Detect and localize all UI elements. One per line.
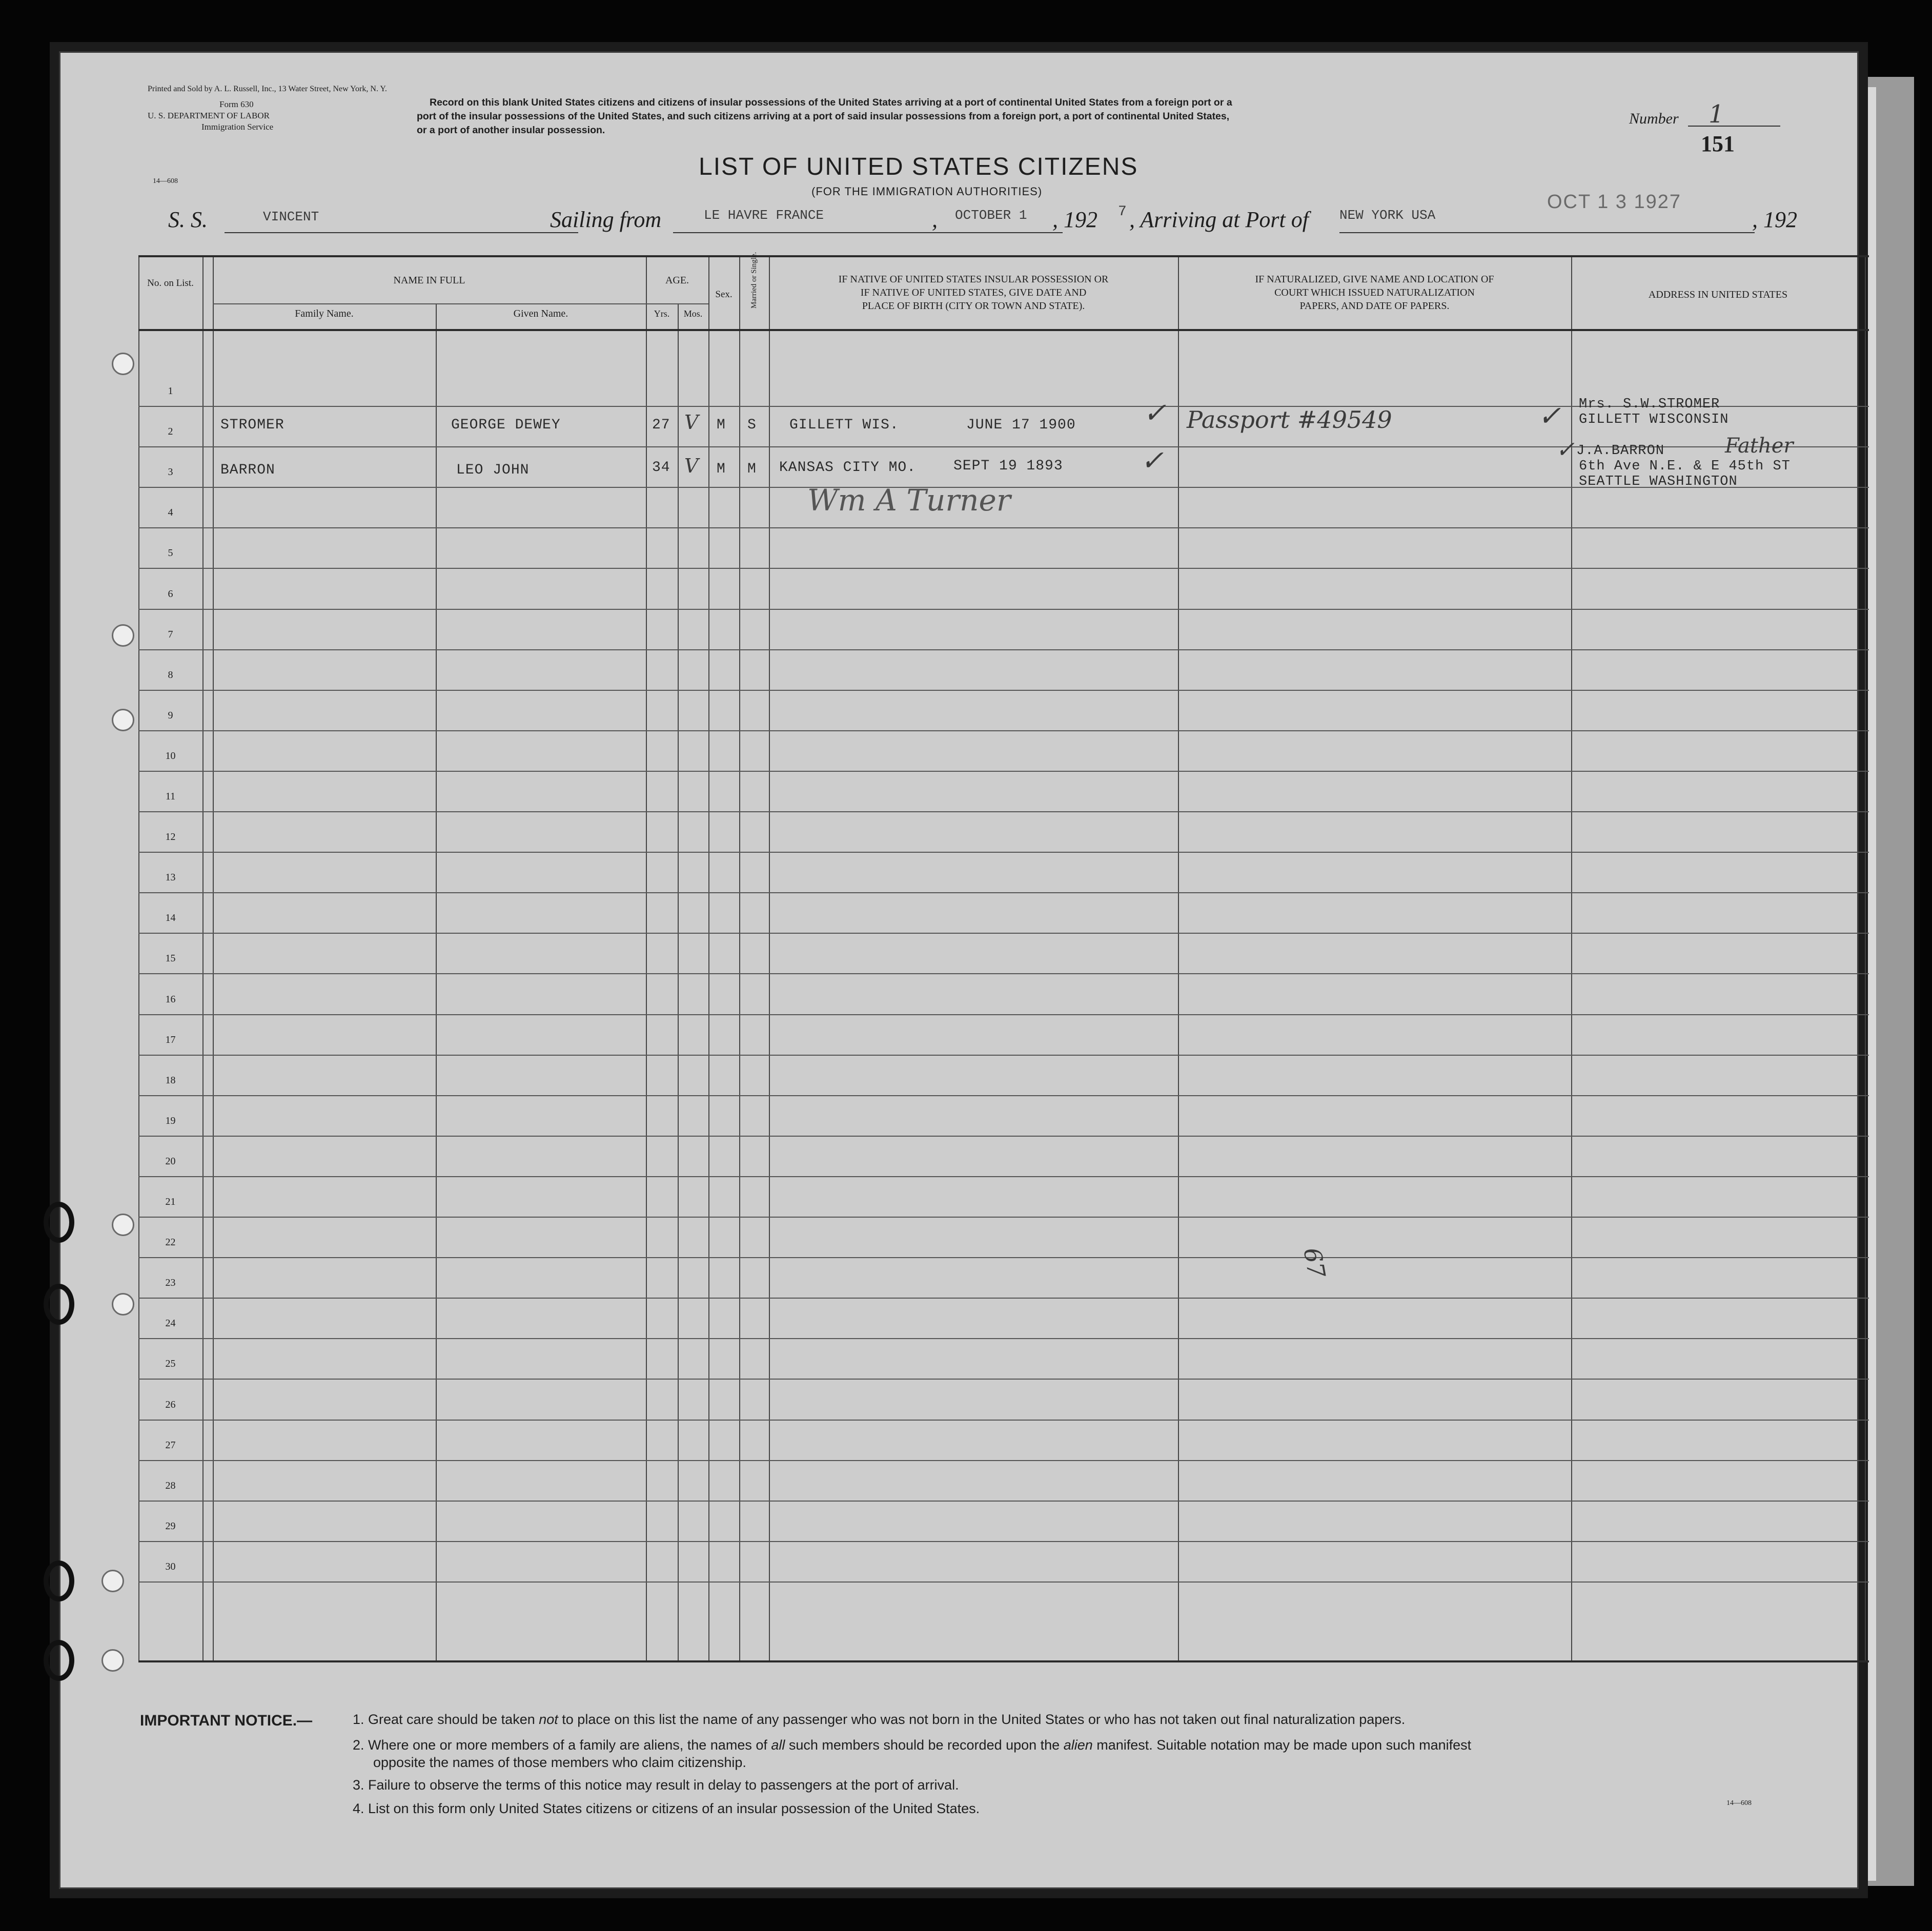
col-divider bbox=[213, 257, 214, 1660]
number-line bbox=[1688, 126, 1780, 127]
form-subtitle: (FOR THE IMMIGRATION AUTHORITIES) bbox=[811, 185, 1043, 198]
binder-hole bbox=[112, 624, 134, 647]
entry-2-birthplace: KANSAS CITY MO. bbox=[779, 460, 917, 476]
year-prefix: , 192 bbox=[1052, 207, 1097, 232]
table-row-line bbox=[138, 690, 1869, 691]
header-given-name: Given Name. bbox=[513, 308, 568, 319]
entry-2-mos: V bbox=[684, 455, 699, 477]
header-family-name: Family Name. bbox=[295, 308, 354, 319]
entry-1-birthdate: JUNE 17 1900 bbox=[966, 417, 1076, 433]
table-row-line bbox=[138, 1014, 1869, 1015]
entry-2-sex: M bbox=[717, 461, 726, 477]
table-row-line bbox=[138, 771, 1869, 772]
entry-1-given: GEORGE DEWEY bbox=[451, 417, 561, 433]
binder-hole bbox=[101, 1649, 124, 1672]
inspector-signature: Wm A Turner bbox=[807, 483, 1011, 518]
record-note-line-3: or a port of another insular possession. bbox=[417, 125, 605, 136]
table-row-line bbox=[138, 1217, 1869, 1218]
header-subdivider bbox=[646, 303, 708, 304]
ship-line bbox=[225, 232, 578, 233]
table-row-line bbox=[138, 1420, 1869, 1421]
row-number: 23 bbox=[165, 1277, 176, 1289]
table-row-line bbox=[138, 1501, 1869, 1502]
service-label: Immigration Service bbox=[201, 122, 274, 132]
row-number: 14 bbox=[165, 912, 176, 924]
table-row-line bbox=[138, 609, 1869, 610]
header-yrs: Yrs. bbox=[654, 309, 670, 319]
row-number: 4 bbox=[168, 507, 173, 519]
row-number: 27 bbox=[165, 1439, 176, 1451]
col-divider bbox=[678, 303, 679, 1660]
col-divider bbox=[769, 257, 770, 1660]
col-divider bbox=[646, 257, 647, 1660]
table-row-line bbox=[138, 649, 1869, 650]
table-row-line bbox=[138, 1541, 1869, 1542]
entry-2-address-line-1: J.A.BARRON bbox=[1576, 443, 1665, 459]
header-naturalization-line-1: IF NATURALIZED, GIVE NAME AND LOCATION OF bbox=[1255, 274, 1494, 285]
binder-ring bbox=[44, 1202, 74, 1243]
row-number: 16 bbox=[165, 993, 176, 1005]
row-number: 12 bbox=[165, 831, 176, 843]
header-birth-line-3: PLACE OF BIRTH (CITY OR TOWN AND STATE). bbox=[862, 300, 1085, 312]
entry-1-mos: V bbox=[684, 411, 699, 434]
notice-heading: IMPORTANT NOTICE.— bbox=[140, 1712, 313, 1729]
table-row-line bbox=[138, 527, 1869, 528]
row-number: 18 bbox=[165, 1074, 176, 1086]
notice-item-2-em-all: all bbox=[771, 1737, 785, 1753]
row-number: 26 bbox=[165, 1399, 176, 1410]
notice-item-1-post: to place on this list the name of any passenger who was not born in the United States or who has not taken out final naturalization papers. bbox=[558, 1712, 1406, 1727]
binder-hole bbox=[101, 1570, 124, 1592]
notice-item-2-mid: such members should be recorded upon the bbox=[785, 1737, 1064, 1753]
form-code-top: 14—608 bbox=[153, 177, 178, 185]
table-row-line bbox=[138, 1136, 1869, 1137]
header-sex: Sex. bbox=[715, 289, 733, 300]
entry-1-birthplace: GILLETT WIS. bbox=[789, 417, 899, 433]
form-code-bottom: 14—608 bbox=[1726, 1799, 1752, 1807]
departure-date: OCTOBER 1 bbox=[955, 208, 1027, 223]
row-number: 5 bbox=[168, 547, 173, 559]
notice-item-2-continued: opposite the names of those members who claim citizenship. bbox=[373, 1755, 746, 1770]
row-number: 1 bbox=[168, 385, 173, 397]
row-number: 22 bbox=[165, 1237, 176, 1248]
comma: , bbox=[932, 207, 938, 232]
row-number: 7 bbox=[168, 628, 173, 640]
row-number: 21 bbox=[165, 1196, 176, 1207]
year2: , 192 bbox=[1752, 207, 1797, 232]
notice-item-1-pre: 1. Great care should be taken bbox=[353, 1712, 539, 1727]
entry-1-sex: M bbox=[717, 417, 726, 433]
col-divider bbox=[436, 303, 437, 1660]
table-row-line bbox=[138, 1095, 1869, 1096]
printer-line: Printed and Sold by A. L. Russell, Inc., 13 Water Street, New York, N. Y. bbox=[148, 85, 387, 93]
row-number: 25 bbox=[165, 1358, 176, 1370]
table-row-line bbox=[138, 1257, 1869, 1258]
notice-item-2-post: manifest. Suitable notation may be made upon such manifest bbox=[1092, 1737, 1472, 1753]
row-number: 15 bbox=[165, 953, 176, 964]
entry-1-naturalization: Passport #49549 bbox=[1187, 406, 1392, 434]
entry-2-address-line-3: SEATTLE WASHINGTON bbox=[1579, 474, 1738, 489]
entry-1-family: STROMER bbox=[220, 417, 284, 433]
notice-item-1-em: not bbox=[539, 1712, 558, 1727]
table-row-line bbox=[138, 933, 1869, 934]
row-number: 6 bbox=[168, 588, 173, 600]
check-mark: ✓ bbox=[1141, 444, 1164, 477]
row-number: 10 bbox=[165, 750, 176, 762]
row-number: 13 bbox=[165, 872, 176, 884]
entry-2-given: LEO JOHN bbox=[456, 462, 530, 478]
entry-2-yrs: 34 bbox=[652, 460, 670, 476]
table-row-line bbox=[138, 973, 1869, 974]
year-suffix: 7 bbox=[1118, 204, 1127, 220]
header-name-in-full: NAME IN FULL bbox=[393, 275, 465, 286]
header-bottom bbox=[138, 329, 1869, 331]
entry-2-address-father: Father bbox=[1725, 434, 1794, 458]
entry-1-address-line-2: GILLETT WISCONSIN bbox=[1579, 412, 1729, 427]
entry-1-yrs: 27 bbox=[652, 417, 670, 433]
header-address: ADDRESS IN UNITED STATES bbox=[1648, 289, 1788, 300]
header-age: AGE. bbox=[665, 275, 689, 286]
row-number: 9 bbox=[168, 709, 173, 721]
header-married-single: Married or Single. bbox=[750, 252, 758, 309]
binder-hole bbox=[112, 353, 134, 375]
from-port: LE HAVRE FRANCE bbox=[704, 208, 824, 223]
entry-2-birthdate: SEPT 19 1893 bbox=[953, 458, 1063, 474]
binder-hole bbox=[112, 1214, 134, 1236]
manifest-sheet bbox=[59, 51, 1859, 1889]
binder-hole bbox=[112, 1293, 134, 1316]
row-number: 28 bbox=[165, 1480, 176, 1491]
row-number: 8 bbox=[168, 669, 173, 681]
entry-1-address-line-1: Mrs. S.W.STROMER bbox=[1579, 397, 1720, 412]
table-row-line bbox=[138, 1298, 1869, 1299]
form-number: Form 630 bbox=[219, 99, 254, 109]
header-naturalization-line-2: COURT WHICH ISSUED NATURALIZATION bbox=[1274, 287, 1475, 298]
col-divider bbox=[1178, 257, 1179, 1660]
table-row-line bbox=[138, 730, 1869, 731]
page-number: 151 bbox=[1701, 131, 1735, 156]
row-number: 29 bbox=[165, 1520, 176, 1532]
col-divider bbox=[202, 257, 204, 1660]
row-number: 17 bbox=[165, 1034, 176, 1045]
table-row-line bbox=[138, 1176, 1869, 1177]
header-birth-line-2: IF NATIVE OF UNITED STATES, GIVE DATE AND bbox=[860, 287, 1087, 298]
row-number: 24 bbox=[165, 1318, 176, 1329]
row-number: 19 bbox=[165, 1115, 176, 1126]
table-row-line bbox=[138, 1379, 1869, 1380]
col-divider bbox=[739, 257, 740, 1660]
row-number: 20 bbox=[165, 1155, 176, 1167]
to-port: NEW YORK USA bbox=[1339, 208, 1436, 223]
row-number: 11 bbox=[165, 791, 176, 802]
table-row-line bbox=[138, 852, 1869, 853]
check-mark: ✓ bbox=[1143, 397, 1167, 429]
table-row-line bbox=[138, 1460, 1869, 1461]
header-mos: Mos. bbox=[683, 309, 703, 319]
check-mark: ✓ bbox=[1556, 437, 1575, 463]
notice-item-3: 3. Failure to observe the terms of this notice may result in delay to passengers at the port of arrival. bbox=[353, 1777, 959, 1793]
binder-hole bbox=[112, 709, 134, 731]
row-number: 2 bbox=[168, 426, 173, 438]
passenger-table bbox=[138, 252, 1869, 1662]
notice-item-1 bbox=[353, 1709, 1405, 1730]
arrival-date-stamp: OCT 1 3 1927 bbox=[1547, 191, 1682, 213]
table-row-line bbox=[138, 1581, 1869, 1583]
stray-mark: 67 bbox=[1298, 1245, 1331, 1280]
header-divider bbox=[138, 255, 1869, 257]
table-row-line bbox=[138, 568, 1869, 569]
notice-item-2-em-alien: alien bbox=[1063, 1737, 1093, 1753]
table-row-line bbox=[138, 811, 1869, 812]
record-note-line-1: Record on this blank United States citizens and citizens of insular possessions of the United States arriving at a port of continental United States from a foreign port or a bbox=[430, 97, 1232, 108]
date-line bbox=[945, 232, 1063, 233]
arriving-label: , Arriving at Port of bbox=[1129, 207, 1309, 232]
row-number: 30 bbox=[165, 1560, 176, 1572]
col-divider bbox=[708, 257, 709, 1660]
entry-2-marital: M bbox=[747, 461, 757, 477]
header-no-on-list-text: No. on List. bbox=[147, 278, 194, 289]
entry-1-marital: S bbox=[747, 417, 757, 433]
header-naturalization-line-3: PAPERS, AND DATE OF PAPERS. bbox=[1299, 300, 1450, 312]
entry-2-family: BARRON bbox=[220, 462, 275, 478]
table-row-line bbox=[138, 1055, 1869, 1056]
binder-ring bbox=[44, 1560, 74, 1601]
table-row-line bbox=[138, 1338, 1869, 1339]
binder-ring bbox=[44, 1284, 74, 1325]
header-birth-line-1: IF NATIVE OF UNITED STATES INSULAR POSSESSION OR bbox=[838, 274, 1109, 285]
record-note-line-2: port of the insular possessions of the United States, and such citizens arriving at a port of said insular possessions from a foreign port, a port of continental United States, bbox=[417, 111, 1230, 122]
col-divider bbox=[1865, 257, 1866, 1660]
header-no-on-list bbox=[138, 278, 202, 289]
ss-label: S. S. bbox=[168, 207, 208, 232]
number-label: Number bbox=[1629, 110, 1679, 127]
ship-name: VINCENT bbox=[263, 209, 319, 224]
check-mark: ✓ bbox=[1538, 400, 1561, 432]
to-port-line bbox=[1339, 232, 1755, 233]
notice-item-2-pre: 2. Where one or more members of a family are aliens, the names of bbox=[353, 1737, 771, 1753]
table-row-line bbox=[138, 892, 1869, 893]
binder-ring bbox=[44, 1640, 74, 1681]
entry-2-address-line-2: 6th Ave N.E. & E 45th ST bbox=[1579, 459, 1791, 474]
notice-item-4: 4. List on this form only United States citizens or citizens of an insular possession of the United States. bbox=[353, 1801, 980, 1816]
col-divider bbox=[1571, 257, 1572, 1660]
department-label: U. S. DEPARTMENT OF LABOR bbox=[148, 111, 270, 120]
sailing-from-label: Sailing from bbox=[550, 207, 662, 232]
form-title: LIST OF UNITED STATES CITIZENS bbox=[699, 153, 1138, 180]
row-number: 3 bbox=[168, 466, 173, 478]
header-subdivider bbox=[213, 303, 646, 304]
number-handwritten: 1 bbox=[1709, 100, 1724, 129]
